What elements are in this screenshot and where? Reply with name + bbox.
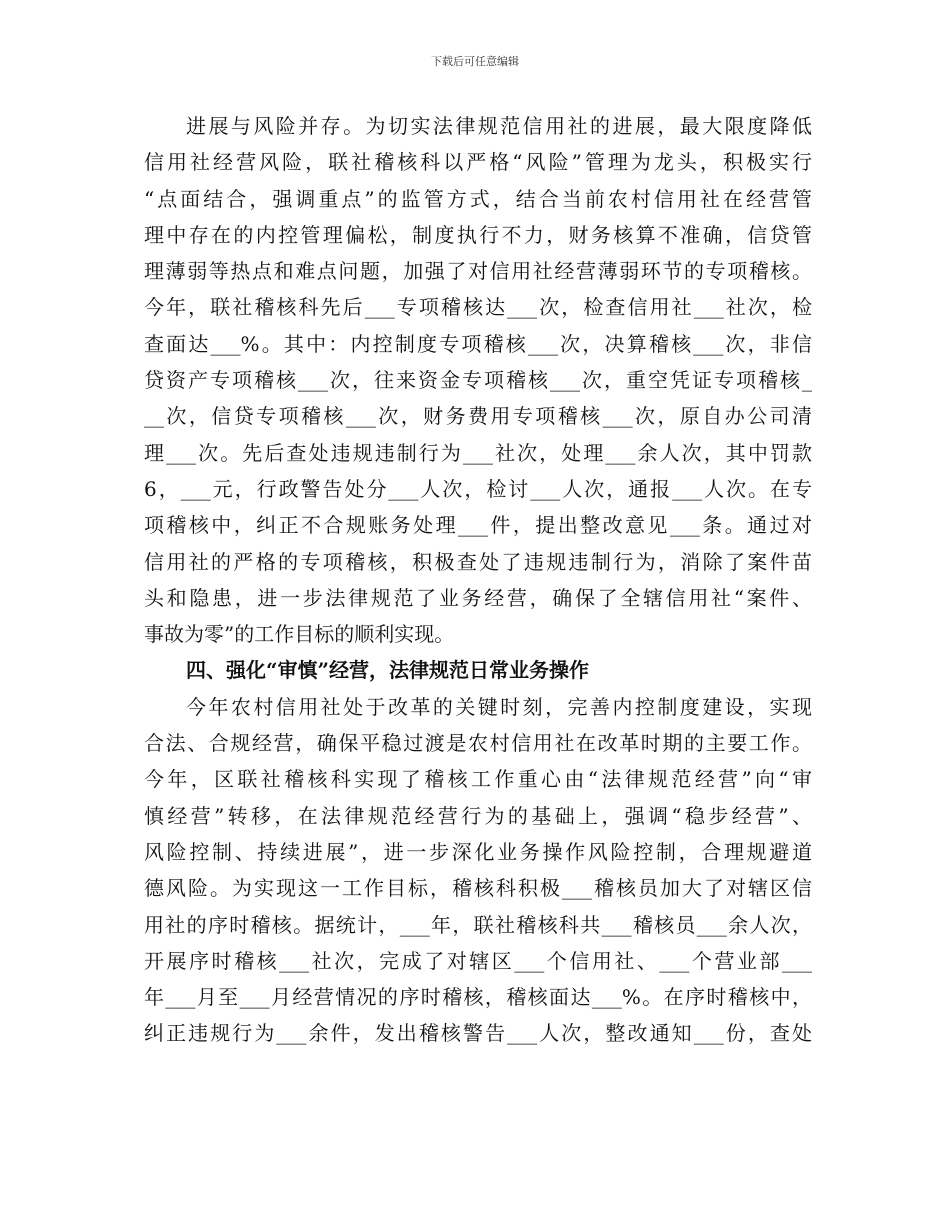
text-line: 信用社的严格的专项稽核，积极查处了违规违制行为，消除了案件苗 <box>144 549 812 574</box>
text-line: 理中存在的内控管理偏松，制度执行不力，财务核算不准确，信贷管 <box>144 222 812 247</box>
text-line: 项稽核中，纠正不合规账务处理___件，提出整改意见___条。通过对 <box>144 513 812 538</box>
text-line: 今年，联社稽核科先后___专项稽核达___次，检查信用社___社次，检 <box>144 295 812 320</box>
paragraph-2 <box>144 689 812 1052</box>
text-line: 合法、合规经营，确保平稳过渡是农村信用社在改革时期的主要工作。 <box>144 731 812 756</box>
text-line: 信用社经营风险，联社稽核科以严格“风险”管理为龙头，积极实行 <box>144 150 812 175</box>
text-line: 用社的序时稽核。据统计，___年，联社稽核科共___稽核员___余人次， <box>144 912 812 937</box>
text-line: 纠正违规行为___余件，发出稽核警告___人次，整改通知___份，查处 <box>144 1021 812 1046</box>
text-line: 理___次。先后查处违规违制行为___社次，处理___余人次，其中罚款 <box>144 440 812 465</box>
text-line: 开展序时稽核___社次，完成了对辖区___个信用社、___个营业部___ <box>144 948 812 973</box>
text-line: 今年，区联社稽核科实现了稽核工作重心由“法律规范经营”向“审 <box>144 767 812 792</box>
text-line: 进展与风险并存。为切实法律规范信用社的进展，最大限度降低 <box>186 114 812 138</box>
text-line: 事故为零”的工作目标的顺利实现。 <box>144 622 455 647</box>
page-header: 下载后可任意编辑 <box>431 55 519 68</box>
text-line: 理薄弱等热点和难点问题，加强了对信用社经营薄弱环节的专项稽核。 <box>144 259 812 284</box>
document-body <box>144 108 812 1052</box>
text-line: 查面达___%。其中：内控制度专项稽核___次，决算稽核___次，非信 <box>144 331 812 356</box>
paragraph-1 <box>144 108 812 652</box>
text-line: 贷资产专项稽核___次，往来资金专项稽核___次，重空凭证专项稽核_ <box>144 368 812 393</box>
text-line: 慎经营”转移，在法律规范经营行为的基础上，强调“稳步经营”、 <box>144 803 812 828</box>
text-line: 年___月至___月经营情况的序时稽核，稽核面达___%。在序时稽核中， <box>144 985 812 1010</box>
text-line: “点面结合，强调重点”的监管方式，结合当前农村信用社在经营管 <box>144 186 812 211</box>
text-line: 头和隐患，进一步法律规范了业务经营，确保了全辖信用社“案件、 <box>144 585 812 610</box>
text-line: 风险控制、持续进展”，进一步深化业务操作风险控制，合理规避道 <box>144 839 812 864</box>
text-line: 6，___元，行政警告处分___人次，检讨___人次，通报___人次。在专 <box>144 476 812 501</box>
text-line: 德风险。为实现这一工作目标，稽核科积极___稽核员加大了对辖区信 <box>144 876 812 901</box>
text-line: 今年农村信用社处于改革的关键时刻，完善内控制度建设，实现 <box>186 694 812 719</box>
section-heading: 四、强化“审慎”经营，法律规范日常业务操作 <box>186 658 590 683</box>
text-line: __次，信贷专项稽核___次，财务费用专项稽核___次，原自办公司清 <box>144 404 812 429</box>
